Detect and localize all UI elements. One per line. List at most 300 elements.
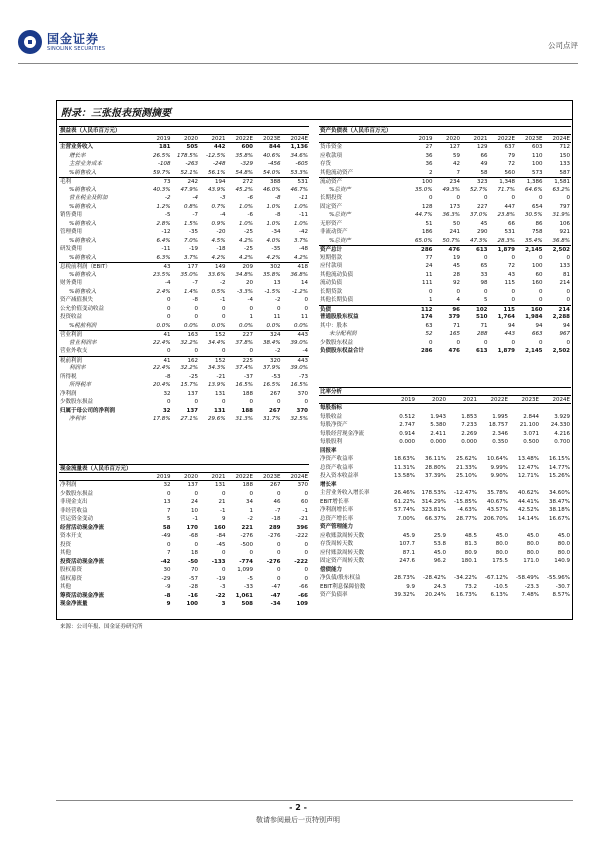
table-cell: 286 xyxy=(421,348,433,354)
table-cell: 31.7% xyxy=(263,416,281,422)
table-cell: 3 xyxy=(221,601,226,607)
table-cell: 0 xyxy=(194,348,198,354)
table-cell: 0 xyxy=(456,288,460,295)
table-cell: 18 xyxy=(191,550,198,556)
table-cell: 0.914 xyxy=(399,430,415,437)
row-label: 每股净资产 xyxy=(320,422,348,428)
table-cell: 21 xyxy=(218,499,226,505)
table-cell: 160 xyxy=(531,306,543,313)
table-cell: 30.5% xyxy=(525,212,543,218)
row-label: 投入资本收益率 xyxy=(320,473,359,479)
table-row xyxy=(319,177,571,186)
table-cell: -605 xyxy=(295,161,308,167)
table-cell: 38.4% xyxy=(263,339,281,346)
table-cell: 370 xyxy=(297,390,308,397)
row-label: 非经营收益 xyxy=(60,507,88,514)
table-cell: 2,502 xyxy=(552,247,570,253)
footer-divider xyxy=(56,800,573,801)
table-cell: 476 xyxy=(448,247,460,253)
table-cell: 0 xyxy=(484,288,488,295)
table-cell: 36.3% xyxy=(442,212,460,218)
table-row xyxy=(319,447,571,456)
table-cell: 0 xyxy=(277,541,281,548)
table-cell: -2 xyxy=(275,297,281,303)
table-row xyxy=(59,296,309,305)
table-cell: 60 xyxy=(535,271,543,278)
table-cell: 0.000 xyxy=(430,439,446,445)
company-logo xyxy=(18,30,105,54)
table-cell: 115 xyxy=(504,280,515,286)
header-divider xyxy=(18,63,578,64)
table-cell: 65 xyxy=(480,263,488,269)
table-cell: 0 xyxy=(456,339,460,346)
table-cell: 35.78% xyxy=(487,490,508,496)
table-cell: -50 xyxy=(188,558,198,565)
table-cell: 0 xyxy=(566,254,570,261)
table-cell: 152 xyxy=(215,332,226,338)
row-label: 资本开支 xyxy=(60,533,83,539)
table-cell: 13 xyxy=(273,280,281,286)
table-cell: -6 xyxy=(247,212,253,218)
table-cell: 36 xyxy=(425,152,433,159)
table-cell: 1,764 xyxy=(497,314,515,320)
table-cell: 0.0% xyxy=(211,322,226,329)
table-cell: -2 xyxy=(247,516,253,522)
table-cell: 1,348 xyxy=(499,179,515,185)
table-cell: 73 xyxy=(163,179,171,185)
table-cell: -34 xyxy=(270,601,281,607)
table-cell: 11 xyxy=(301,314,308,320)
table-cell: 573 xyxy=(532,169,543,176)
table-cell: 112 xyxy=(421,306,433,313)
table-cell: 28.3% xyxy=(497,237,515,244)
table-cell: -18 xyxy=(216,246,226,252)
table-row xyxy=(319,515,571,524)
row-label: %销售收入 xyxy=(69,203,97,210)
row-label: 主营业务收入 xyxy=(60,144,94,150)
table-cell: 379 xyxy=(448,314,460,320)
table-row xyxy=(319,220,571,229)
row-label: 财务费用 xyxy=(60,280,83,286)
table-cell: 0 xyxy=(539,254,543,261)
table-cell: 1.0% xyxy=(266,220,281,227)
table-cell: 3.7% xyxy=(294,237,308,244)
table-cell: 7.233 xyxy=(461,422,477,428)
table-cell: 9.99% xyxy=(490,464,508,471)
row-label: 资产总计 xyxy=(320,247,343,253)
table-cell: 370 xyxy=(297,482,308,488)
table-cell: 27 xyxy=(425,144,433,150)
table-cell: 14.14% xyxy=(518,515,539,522)
table-row xyxy=(319,481,571,490)
table-cell: 32 xyxy=(162,407,171,414)
row-label: 其他 xyxy=(60,584,72,590)
table-cell: -1 xyxy=(192,516,198,522)
table-row xyxy=(319,211,571,220)
table-cell: 58 xyxy=(480,169,488,176)
table-cell: -222 xyxy=(294,558,308,565)
table-cell: 2,145 xyxy=(525,247,543,253)
table-cell: 0 xyxy=(511,339,515,346)
table-row xyxy=(319,430,571,439)
table-cell: 272 xyxy=(242,179,253,185)
table-cell: 35.8% xyxy=(263,271,281,278)
table-cell: 16.5% xyxy=(235,382,253,388)
table-cell: 2.747 xyxy=(399,422,415,428)
table-row xyxy=(319,271,571,280)
row-label: 未分配利润 xyxy=(329,331,357,337)
table-row xyxy=(319,143,571,152)
table-cell: 110 xyxy=(532,152,543,159)
table-cell: 140.9 xyxy=(554,558,570,564)
row-label: 非流动资产 xyxy=(320,229,348,235)
table-cell: 4.0% xyxy=(266,237,281,244)
table-cell: 33.6% xyxy=(208,271,226,278)
year-header-cell: 2022E xyxy=(490,397,508,403)
table-cell: -35 xyxy=(189,229,198,235)
table-cell: 712 xyxy=(559,144,570,150)
row-label: 净利润 xyxy=(60,482,77,488)
table-cell: 209 xyxy=(242,264,253,270)
table-row xyxy=(319,540,571,549)
table-cell: 52.7% xyxy=(470,186,488,193)
table-cell: 174 xyxy=(421,314,433,320)
row-label: 流动资产 xyxy=(320,179,343,185)
row-label: 其他 xyxy=(60,550,72,556)
row-label: %销售收入 xyxy=(69,254,97,261)
table-row xyxy=(59,322,309,331)
table-row xyxy=(319,194,571,203)
table-row xyxy=(319,203,571,212)
table-row xyxy=(319,279,571,288)
table-cell: 66 xyxy=(508,220,515,227)
table-cell: 1,581 xyxy=(554,179,570,185)
table-cell: 5.380 xyxy=(430,422,446,428)
table-cell: 86 xyxy=(535,220,543,227)
table-cell: 13.9% xyxy=(208,382,226,388)
table-row xyxy=(319,583,571,592)
table-cell: 35.0% xyxy=(180,271,198,278)
table-cell: 24 xyxy=(191,499,198,505)
table-cell: -19 xyxy=(189,246,198,252)
table-cell: 9.9 xyxy=(406,583,415,590)
row-label: 总资产增长率 xyxy=(320,515,354,522)
table-cell: 39.32% xyxy=(394,592,415,598)
table-cell: 35.8% xyxy=(235,152,253,159)
table-cell: 4.2% xyxy=(239,254,253,261)
table-cell: 1,099 xyxy=(237,567,253,573)
table-cell: 34.4% xyxy=(208,339,226,346)
row-label: 每股收益 xyxy=(320,413,343,420)
table-cell: 370 xyxy=(296,407,308,414)
table-cell: -25 xyxy=(189,373,198,380)
table-row xyxy=(59,177,309,186)
table-row xyxy=(319,498,571,507)
table-row xyxy=(59,305,309,314)
table-cell: 2.8% xyxy=(156,220,171,227)
row-label: 其中：股本 xyxy=(320,322,348,329)
table-cell: 34.8% xyxy=(235,271,253,278)
table-row xyxy=(319,438,571,447)
table-cell: 241 xyxy=(449,229,460,235)
table-cell: 0 xyxy=(167,314,171,320)
appendix-rule xyxy=(57,119,572,120)
year-header-cell: 2023E xyxy=(521,397,539,403)
table-cell: 25.9 xyxy=(433,532,446,539)
table-cell: 214 xyxy=(559,280,570,286)
table-cell: -47 xyxy=(271,584,281,590)
table-cell: 188 xyxy=(241,407,253,414)
table-cell: 39.0% xyxy=(290,339,308,346)
table-cell: 0 xyxy=(249,305,253,312)
table-cell: 20.4% xyxy=(153,382,171,388)
row-label: 每股股利 xyxy=(320,439,343,445)
year-header-row xyxy=(59,473,309,481)
table-cell: 7 xyxy=(456,169,460,176)
table-cell: 0 xyxy=(222,314,226,320)
table-cell: -263 xyxy=(185,161,198,167)
row-label: %销售收入 xyxy=(69,288,97,295)
table-cell: 663 xyxy=(532,331,543,337)
row-label: 投资 xyxy=(60,541,72,548)
row-label: 资产减值损失 xyxy=(60,297,94,303)
table-cell: -3.3% xyxy=(237,288,253,295)
table-cell: 0.9% xyxy=(211,220,226,227)
table-cell: 46 xyxy=(273,499,281,505)
table-cell: 100 xyxy=(532,161,543,167)
row-label: EBIT增长率 xyxy=(320,498,349,505)
table-cell: 149 xyxy=(215,264,226,270)
table-cell: -18 xyxy=(271,516,281,522)
row-label: 负债 xyxy=(320,306,332,313)
table-cell: 50 xyxy=(453,220,460,227)
table-row xyxy=(59,245,309,254)
row-label: 增长率 xyxy=(69,152,86,159)
table-cell: 2,288 xyxy=(552,314,570,320)
table-cell: 560 xyxy=(504,169,515,176)
table-cell: -16 xyxy=(188,592,198,599)
table-cell: 170 xyxy=(186,524,198,531)
table-cell: 26.46% xyxy=(394,490,415,496)
table-cell: 27.1% xyxy=(180,416,198,422)
table-row xyxy=(319,566,571,575)
table-cell: 0 xyxy=(222,305,226,312)
row-label: 净利率 xyxy=(69,416,86,422)
table-cell: 14 xyxy=(301,280,308,286)
table-cell: 0 xyxy=(249,399,253,405)
table-cell: -8 xyxy=(165,373,171,380)
table-cell: -12.5% xyxy=(206,152,226,159)
table-cell: 20 xyxy=(246,280,253,286)
table-cell: 0 xyxy=(277,490,281,497)
table-cell: -7 xyxy=(192,280,198,286)
table-cell: 80.0 xyxy=(526,541,539,547)
table-cell: -25 xyxy=(244,246,253,252)
table-cell: 25.62% xyxy=(456,456,477,462)
table-cell: -5 xyxy=(165,212,171,218)
table-cell: 1 xyxy=(249,507,253,514)
year-header-cell: 2021 xyxy=(473,136,488,142)
table-cell: 289 xyxy=(269,524,281,531)
table-row xyxy=(59,194,309,203)
table-cell: 0 xyxy=(222,490,226,497)
table-cell: 131 xyxy=(214,407,226,414)
table-row xyxy=(59,532,309,541)
table-cell: 48.5 xyxy=(464,532,477,539)
page-number: - 2 - xyxy=(289,803,307,812)
table-row xyxy=(59,481,309,490)
table-cell: 1 xyxy=(429,297,433,303)
table-cell: -48 xyxy=(299,246,308,252)
table-cell: 600 xyxy=(241,144,253,150)
table-cell: 47.9% xyxy=(180,186,198,193)
row-label: 净利润 xyxy=(60,390,77,397)
row-label: %总资产 xyxy=(329,212,351,218)
row-label: 投资收益 xyxy=(60,314,83,320)
table-cell: 4 xyxy=(456,297,460,303)
row-label: EBIT利息保障倍数 xyxy=(320,583,366,590)
table-cell: 267 xyxy=(269,407,281,414)
table-cell: 37.9% xyxy=(263,365,281,371)
table-cell: -329 xyxy=(240,161,253,167)
table-cell: 133 xyxy=(559,161,570,167)
table-cell: 3.929 xyxy=(554,413,570,420)
table-cell: 39.0% xyxy=(290,365,308,371)
table-row xyxy=(319,169,571,178)
table-row xyxy=(319,549,571,558)
table-cell: 1.0% xyxy=(239,203,253,210)
row-label: 其他流动资产 xyxy=(320,169,354,176)
table-cell: 36.8% xyxy=(290,271,308,278)
row-label: 债权募资 xyxy=(60,575,83,582)
table-cell: 0 xyxy=(167,348,171,354)
table-cell: 52 xyxy=(425,331,433,337)
table-cell: 0.350 xyxy=(492,439,508,445)
table-cell: -45 xyxy=(216,541,226,548)
row-label: 货币资金 xyxy=(320,144,343,150)
row-label: %销售收入 xyxy=(69,186,97,193)
table-row xyxy=(319,330,571,339)
table-cell: 59 xyxy=(453,152,460,159)
table-cell: -22 xyxy=(215,592,226,599)
table-cell: 16.5% xyxy=(290,382,308,388)
table-cell: 160 xyxy=(214,524,226,531)
table-row xyxy=(59,390,309,399)
row-label: 归属于母公司的净利润 xyxy=(60,407,116,414)
table-row xyxy=(59,228,309,237)
row-label: 主营业务收入增长率 xyxy=(320,490,370,496)
table-cell: 7.0% xyxy=(184,237,198,244)
table-cell: -53 xyxy=(271,373,281,380)
table-cell: -108 xyxy=(158,161,171,167)
table-cell: 0 xyxy=(249,348,253,354)
table-cell: 2.844 xyxy=(523,413,539,420)
table-cell: 396 xyxy=(296,524,308,531)
table-cell: 0.8% xyxy=(184,203,198,210)
table-cell: 531 xyxy=(504,229,515,235)
table-row xyxy=(319,339,571,348)
table-cell: 45.0 xyxy=(526,532,539,539)
row-label: 少数股东损益 xyxy=(60,490,94,497)
row-label: 净资产收益率 xyxy=(320,456,354,462)
row-label: 应付款项 xyxy=(320,263,343,269)
table-cell: 45 xyxy=(480,220,488,227)
table-cell: -15.85% xyxy=(454,498,477,505)
table-row xyxy=(59,407,309,416)
table-cell: 109 xyxy=(296,601,308,607)
table-cell: 32.2% xyxy=(180,365,198,371)
table-cell: -21 xyxy=(299,516,308,522)
table-cell: 129 xyxy=(477,144,488,150)
table-cell: 66.37% xyxy=(425,515,446,522)
table-cell: 54.8% xyxy=(235,169,253,176)
table-cell: -84 xyxy=(216,533,226,539)
table-cell: 45.2% xyxy=(235,186,253,193)
row-label: 流动负债 xyxy=(320,280,343,286)
table-cell: 0 xyxy=(456,195,460,201)
table-cell: -23.3 xyxy=(524,583,539,590)
table-cell: 13 xyxy=(163,499,171,505)
table-cell: 0 xyxy=(304,305,308,312)
table-cell: 2 xyxy=(429,169,433,176)
table-row xyxy=(319,305,571,314)
table-cell: 19 xyxy=(453,254,460,261)
table-row xyxy=(59,583,309,592)
table-cell: 323 xyxy=(477,179,488,185)
table-cell: 0 xyxy=(222,348,226,354)
table-cell: 37.4% xyxy=(235,365,253,371)
table-cell: -6 xyxy=(247,195,253,201)
table-caption: 现金流量表（人民币百万元） xyxy=(59,464,309,473)
table-cell: -5 xyxy=(247,575,253,582)
table-cell: -29 xyxy=(161,575,171,582)
table-cell: -57 xyxy=(189,575,198,582)
table-cell: -73 xyxy=(299,373,308,380)
row-label: 增长率 xyxy=(320,481,337,488)
table-cell: -49 xyxy=(161,533,171,539)
table-cell: 42.52% xyxy=(518,507,539,513)
table-cell: 1,984 xyxy=(525,314,543,320)
table-row xyxy=(319,506,571,515)
table-cell: 165 xyxy=(449,331,460,337)
table-cell: 33 xyxy=(480,271,488,278)
row-label: 股权募资 xyxy=(60,567,83,573)
table-cell: 0.500 xyxy=(523,439,539,445)
appendix-title: 附录：三张报表预测摘要 xyxy=(61,108,171,119)
table-cell: 18.63% xyxy=(394,456,415,462)
table-cell: -30.7 xyxy=(555,583,570,590)
table-row xyxy=(59,169,309,178)
table-cell: 0 xyxy=(511,288,515,295)
table-cell: 36.11% xyxy=(425,456,446,462)
table-cell: 40.6% xyxy=(263,152,281,159)
table-cell: 9.90% xyxy=(490,473,508,479)
table-row xyxy=(59,279,309,288)
row-label: 总资产收益率 xyxy=(320,464,354,471)
table-cell: 0 xyxy=(566,288,570,295)
row-label: 应收款项 xyxy=(320,152,343,159)
row-label: %总资产 xyxy=(329,186,351,193)
table-cell: 131 xyxy=(215,482,226,488)
row-label: %税前利润 xyxy=(69,322,97,329)
table-row xyxy=(319,421,571,430)
year-header-cell: 2024E xyxy=(552,136,570,142)
table-row xyxy=(59,186,309,195)
table-row xyxy=(59,498,309,507)
table-cell: 163 xyxy=(187,332,198,338)
table-row xyxy=(59,507,309,516)
table-cell: 0 xyxy=(511,254,515,261)
